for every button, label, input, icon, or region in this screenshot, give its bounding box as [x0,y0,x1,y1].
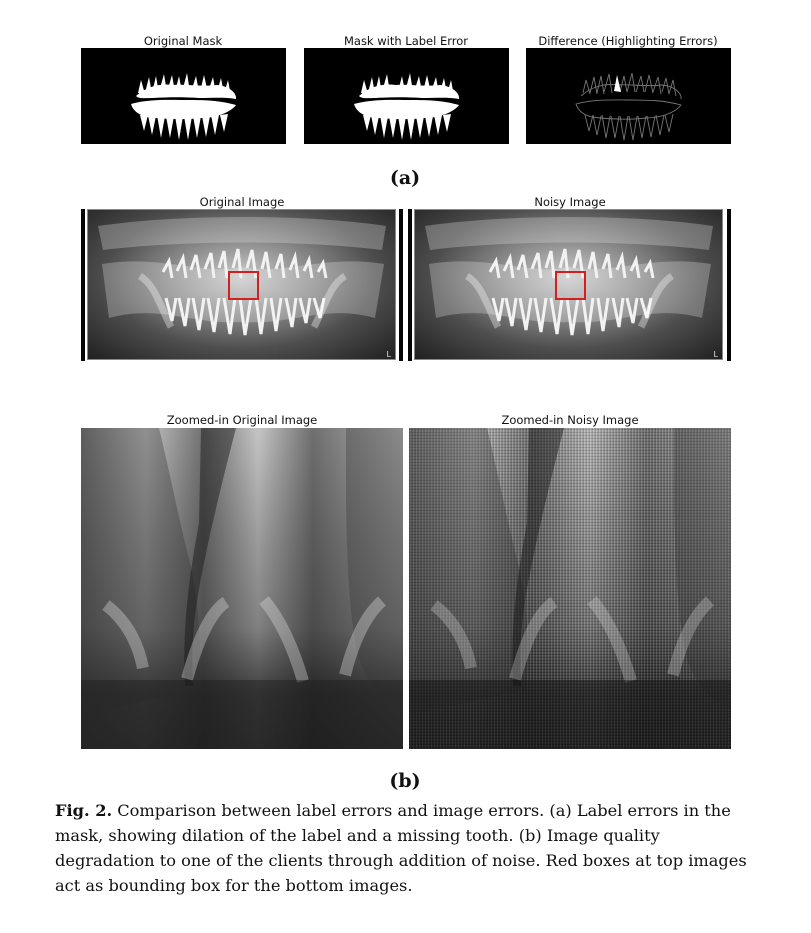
original-mask-title: Original Mask [143,34,223,48]
left-edge-bar [81,209,85,361]
zoomed-original-title: Zoomed-in Original Image [166,413,318,427]
noisy-corner-letter: L [713,350,718,359]
figure-caption [55,798,758,898]
zoomed-noisy-title: Zoomed-in Noisy Image [501,413,639,427]
original-image-panel [87,209,396,360]
missing-tooth-highlight [614,75,621,92]
zoomed-original-drawing [81,428,403,749]
right-edge-bar-left [408,209,412,361]
original-corner-letter: L [386,350,391,359]
label-error-mask-teeth [304,48,509,144]
right-edge-bar [727,209,731,361]
original-mask-panel [81,48,286,144]
original-bounding-box [228,271,259,300]
label-error-mask-title: Mask with Label Error [343,34,469,48]
subfigure-a-label: (a) [389,167,421,189]
noisy-image-panel [414,209,723,360]
left-edge-bar-right [399,209,403,361]
caption-label: Fig. 2. [55,801,113,820]
original-image-title: Original Image [199,195,285,209]
caption-text: Comparison between label errors and image errors. (a) Label errors in the mask, showing dilation of the label and a missing tooth. (b) Image quality degradation to one of the clients through addition of noise. Red boxes at top images act as bounding box for the bottom images. [55,801,747,895]
difference-outline [526,48,731,144]
zoomed-original-image [81,428,403,749]
difference-title: Difference (Highlighting Errors) [538,34,718,48]
subfigure-b-label: (b) [389,770,421,792]
noisy-bounding-box [555,271,586,300]
original-mask-teeth [81,48,286,144]
difference-panel [526,48,731,144]
zoomed-noisy-drawing [409,428,731,749]
zoomed-noisy-image [409,428,731,749]
noisy-image-title: Noisy Image [534,195,606,209]
label-error-mask-panel [304,48,509,144]
